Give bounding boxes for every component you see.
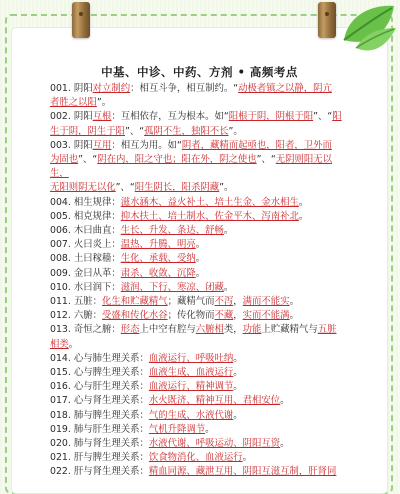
- highlighted-text: 肃杀、收敛、沉降: [120, 267, 196, 279]
- highlighted-text: 受盛和传化水谷: [101, 310, 168, 322]
- highlighted-text: 动极者镇之以静，阴亢: [238, 83, 332, 94]
- plain-text: 002. 阴阳: [50, 111, 93, 123]
- plain-text: 006. 木曰曲直：: [50, 225, 121, 237]
- plain-text: 016. 心与肝生理关系：: [50, 381, 149, 393]
- list-item: [50, 238, 350, 252]
- list-item: [50, 110, 350, 138]
- highlighted-text: 生长、升发、条达、舒畅: [120, 225, 224, 237]
- plain-text: ”。: [96, 97, 112, 109]
- list-item: [50, 352, 350, 366]
- highlighted-text: 互用: [92, 139, 112, 151]
- list-item: [50, 196, 350, 210]
- highlighted-text: 化生和贮藏精气: [101, 296, 168, 308]
- plain-text: ”、“: [115, 182, 135, 194]
- list-item-line: [50, 423, 350, 437]
- list-item-line: [50, 352, 350, 366]
- plain-text: 。: [289, 310, 299, 322]
- plain-text: 。: [298, 196, 309, 208]
- list-item: [50, 366, 350, 380]
- plain-text: 。: [195, 267, 206, 279]
- list-item-line: [50, 465, 350, 479]
- highlighted-text: 阴在内，阳之守也；阳在外，阴之使也: [97, 154, 257, 166]
- plain-text: 上中空有腔与: [139, 324, 196, 336]
- list-item-line: [50, 139, 350, 153]
- highlighted-text: 无阳则阴无以化: [50, 182, 116, 194]
- highlighted-text: 水液代谢、呼吸运动、阴阳互资: [148, 438, 281, 450]
- plain-text: 001. 阴阳: [50, 83, 93, 94]
- list-item: [50, 394, 350, 408]
- list-item: [50, 380, 350, 394]
- list-item-line: [50, 153, 350, 181]
- highlighted-text: 无阴则阳无以生，: [50, 154, 332, 180]
- list-item-line: [50, 82, 350, 96]
- list-item: [50, 267, 350, 281]
- plain-text: ”。: [219, 182, 234, 194]
- list-item: [50, 423, 350, 437]
- plain-text: ；藏精气而: [167, 296, 215, 308]
- plain-text: 。: [195, 239, 206, 251]
- plain-text: 022. 肝与肾生理关系：: [50, 466, 149, 478]
- highlighted-text: 血液运行、精神调节: [148, 381, 234, 393]
- highlighted-text: 为固也: [50, 154, 79, 166]
- list-item: [50, 465, 350, 479]
- highlighted-text: 实而不能满: [242, 310, 290, 322]
- list-item-line: [50, 394, 350, 408]
- plain-text: 010. 水曰润下：: [50, 281, 121, 293]
- plain-text: 013. 奇恒之腑：: [50, 324, 121, 336]
- plain-text: 007. 火曰炎上：: [50, 239, 121, 251]
- highlighted-text: 形态: [120, 324, 140, 336]
- list-item-line: [50, 224, 350, 238]
- highlighted-text: 阳生阴长，阳杀阴藏: [134, 182, 220, 194]
- plain-text: ，: [233, 296, 243, 308]
- plain-text: 021. 肝与脾生理关系：: [50, 452, 149, 464]
- list-item-line: [50, 309, 350, 323]
- plain-text: 020. 肺与肾生理关系：: [50, 438, 149, 450]
- highlighted-text: 互根: [92, 111, 112, 123]
- plain-text: 017. 心与肾生理关系：: [50, 395, 149, 407]
- plain-text: 。: [195, 253, 206, 265]
- highlighted-text: 相类: [50, 338, 69, 350]
- highlighted-text: 功能: [242, 324, 262, 336]
- list-item-line: [50, 437, 350, 451]
- plain-text: 008. 土曰稼穑：: [50, 253, 121, 265]
- highlighted-text: 者胜之以阳: [50, 97, 97, 109]
- plain-text: 。: [68, 338, 79, 350]
- highlighted-text: 满而不能实: [242, 296, 290, 308]
- list-item-line: [50, 323, 350, 337]
- highlighted-text: 气的生成、水液代谢: [148, 409, 234, 421]
- plain-text: 019. 肺与肝生理关系：: [50, 423, 149, 435]
- plain-text: 009. 金曰从革：: [50, 267, 121, 279]
- highlighted-text: 不泻: [214, 296, 234, 308]
- plain-text: ”、“: [313, 111, 333, 123]
- list-item: [50, 451, 350, 465]
- plain-text: 。: [233, 409, 243, 421]
- plain-text: ：互相依存，互为根本。如“: [111, 111, 229, 123]
- plain-text: 。: [242, 452, 253, 464]
- highlighted-text: 滋润、下行、寒凉、闭藏: [120, 281, 224, 293]
- plain-text: 类，: [223, 324, 243, 336]
- highlighted-text: 精血同源、藏泄互用、阴阳互滋互制，肝肾同: [148, 466, 337, 478]
- list-item-line: [50, 366, 350, 380]
- plain-text: 。: [233, 352, 243, 364]
- plain-text: 。: [205, 423, 215, 435]
- list-item-line: [50, 210, 350, 224]
- list-item: [50, 309, 350, 323]
- plain-text: ”、“: [78, 154, 98, 166]
- plain-text: ；传化物而: [167, 310, 215, 322]
- list-item: [50, 295, 350, 309]
- list-item-line: [50, 181, 350, 195]
- list-item-line: [50, 409, 350, 423]
- page-title: 中基、中诊、中药、方剂 • 高频考点: [101, 65, 298, 79]
- plain-text: 012. 六腑：: [50, 310, 102, 322]
- list-item-line: [50, 110, 350, 124]
- highlighted-text: 血液运行、呼吸吐纳: [148, 352, 234, 364]
- plain-text: 。: [280, 438, 290, 450]
- highlighted-text: 抑木扶土、培土制水、佐金平木、泻南补北: [120, 210, 299, 222]
- plain-text: 。: [233, 381, 243, 393]
- list-item: [50, 224, 350, 238]
- highlighted-text: 对立制约: [92, 83, 131, 94]
- list-item: [50, 82, 350, 110]
- highlighted-text: 血液生成、血液运行: [148, 367, 234, 379]
- plain-text: 018. 肺与脾生理关系：: [50, 409, 149, 421]
- highlighted-text: 滋水涵木、益火补土、培土生金、金水相生: [120, 196, 299, 208]
- list-item-line: [50, 267, 350, 281]
- highlighted-text: 不藏: [214, 310, 234, 322]
- list-item-line: [50, 338, 350, 352]
- list-item: [50, 252, 350, 266]
- highlighted-text: 阳根于阴，阴根于阳: [228, 111, 314, 123]
- plain-text: 。: [298, 210, 309, 222]
- list-item-line: [50, 238, 350, 252]
- plain-text: 011. 五脏：: [50, 296, 102, 308]
- highlighted-text: 气机升降调节: [148, 423, 206, 435]
- plain-text: 003. 阴阳: [50, 139, 93, 151]
- highlighted-text: 水火既济、精神互用、君相安位: [148, 395, 281, 407]
- plain-text: ：相互斗争，相互制约。“: [130, 83, 239, 94]
- list-item-line: [50, 96, 350, 110]
- list-item-line: [50, 196, 350, 210]
- highlighted-text: 阴者，藏精而起亟也，阳者，卫外而: [181, 139, 332, 151]
- highlighted-text: 五脏: [317, 324, 337, 336]
- list-item-line: [50, 125, 350, 139]
- key-points-list: [50, 82, 350, 480]
- plain-text: ”、“: [125, 125, 145, 137]
- plain-text: 。: [223, 225, 234, 237]
- list-item: [50, 139, 350, 196]
- plain-text: 。: [289, 296, 299, 308]
- list-item: [50, 323, 350, 351]
- plain-text: 004. 相生规律：: [50, 196, 121, 208]
- list-item: [50, 281, 350, 295]
- plain-text: ，: [233, 310, 243, 322]
- binder-clip-left-icon: [72, 2, 90, 38]
- list-item-line: [50, 252, 350, 266]
- plain-text: 014. 心与肺生理关系：: [50, 352, 149, 364]
- plain-text: 。: [223, 281, 234, 293]
- list-item-line: [50, 380, 350, 394]
- list-item-line: [50, 295, 350, 309]
- highlighted-text: 生化、承载、受纳: [120, 253, 196, 265]
- highlighted-text: 阳: [332, 111, 342, 123]
- plain-text: ：相互为用。如“: [111, 139, 182, 151]
- highlighted-text: 饮食物消化、血液运行: [148, 452, 243, 464]
- list-item: [50, 437, 350, 451]
- list-item: [50, 210, 350, 224]
- green-leaf-icon: [334, 0, 398, 60]
- highlighted-text: 六腑相: [195, 324, 224, 336]
- plain-text: 015. 心与脾生理关系：: [50, 367, 149, 379]
- highlighted-text: 生于阴，阴生于阳: [50, 125, 126, 137]
- plain-text: 。: [280, 395, 290, 407]
- list-item: [50, 409, 350, 423]
- plain-text: ”。: [228, 125, 243, 137]
- plain-text: 。: [233, 367, 243, 379]
- plain-text: 上贮藏精气与: [261, 324, 318, 336]
- plain-text: ”、“: [256, 154, 276, 166]
- highlighted-text: 孤阴不生，独阳不长: [144, 125, 229, 137]
- plain-text: 005. 相克规律：: [50, 210, 121, 222]
- list-item-line: [50, 281, 350, 295]
- list-item-line: [50, 451, 350, 465]
- highlighted-text: 温热、升腾、明亮: [120, 239, 196, 251]
